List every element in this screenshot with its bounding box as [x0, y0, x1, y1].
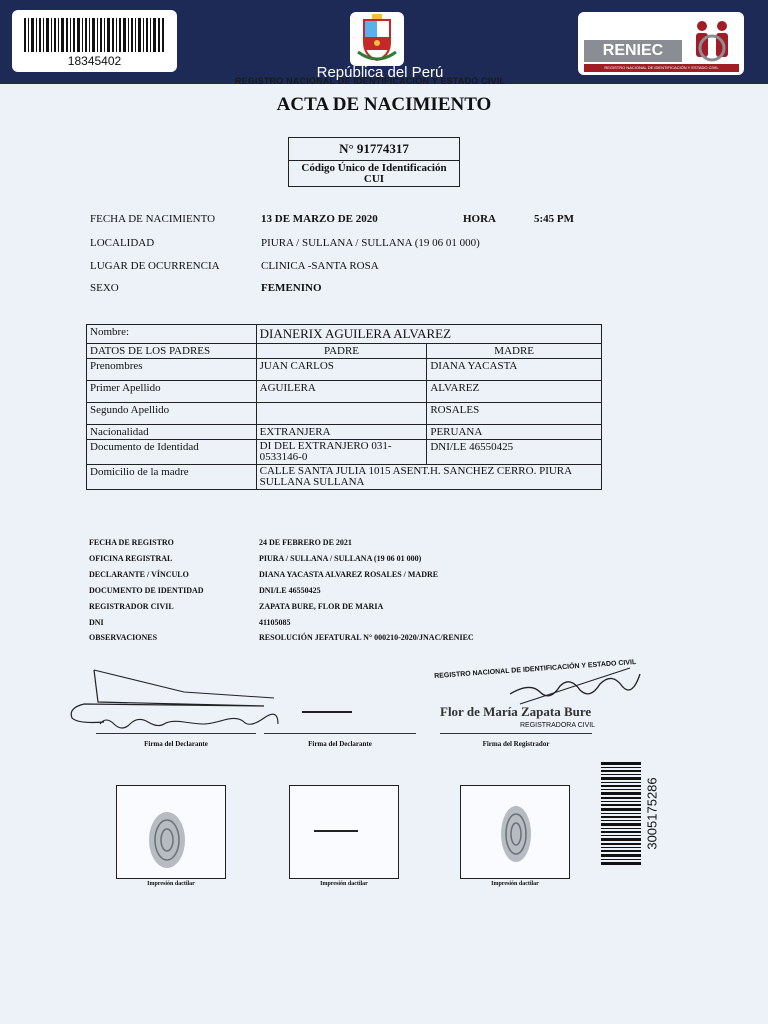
fingerprint-caption-2: Impresión dactilar	[320, 881, 368, 887]
registration-date-label: FECHA DE REGISTRO	[89, 538, 174, 547]
second-declarant-signature-line	[264, 733, 416, 734]
fingerprint-box-2	[289, 785, 399, 879]
name-label: Nombre:	[87, 325, 257, 344]
people-icon	[690, 18, 736, 64]
registration-date-value: 24 DE FEBRERO DE 2021	[259, 538, 352, 547]
table-row	[87, 425, 602, 440]
declarant-value: DIANA YACASTA ALVAREZ ROSALES / MADRE	[259, 570, 439, 579]
address-value: CALLE SANTA JULIA 1015 ASENT.H. SANCHEZ CERRO. PIURA SULLANA SULLANA	[256, 465, 601, 490]
name-value: DIANERIX AGUILERA ALVAREZ	[256, 325, 601, 344]
fingerprint-icon	[147, 808, 187, 870]
cui-label	[289, 163, 459, 185]
sex-label: SEXO	[90, 282, 119, 294]
father-value: DI DEL EXTRANJERO 031-0533146-0	[256, 440, 427, 465]
mother-value: ALVAREZ	[427, 381, 602, 403]
father-column-header: PADRE	[256, 344, 427, 359]
empty-fingerprint-mark	[314, 830, 358, 832]
barcode-label	[12, 10, 177, 72]
reniec-subtitle: REGISTRO NACIONAL DE IDENTIFICACIÓN Y ESTADO CIVIL	[584, 64, 739, 72]
table-row	[87, 359, 602, 381]
birth-date-label: FECHA DE NACIMIENTO	[90, 213, 216, 225]
dni-label: DNI	[89, 618, 104, 627]
country-title: República del Perú	[316, 64, 444, 81]
sex-value: FEMENINO	[261, 282, 322, 294]
declarant-label: DECLARANTE / VÍNCULO	[89, 570, 189, 579]
locality-value: PIURA / SULLANA / SULLANA (19 06 01 000)	[261, 237, 480, 249]
row-label: Primer Apellido	[87, 381, 257, 403]
vertical-barcode-number: 3005175286	[644, 777, 660, 850]
second-declarant-signature-caption: Firma del Declarante	[308, 740, 372, 748]
birth-date-value: 13 DE MARZO DE 2020	[261, 213, 378, 225]
address-label: Domicilio de la madre	[87, 465, 257, 490]
place-value: CLINICA -SANTA ROSA	[261, 260, 379, 272]
civil-registrar-value: ZAPATA BURE, FLOR DE MARIA	[259, 602, 384, 611]
id-document-label: DOCUMENTO DE IDENTIDAD	[89, 586, 204, 595]
table-row	[87, 344, 602, 359]
reniec-logo-text: RENIEC	[584, 40, 682, 62]
mother-value: PERUANA	[427, 425, 602, 440]
parents-table	[86, 324, 602, 490]
registrar-signature-caption: Firma del Registrador	[482, 740, 550, 748]
table-row	[87, 403, 602, 425]
barcode-number: 18345402	[67, 54, 122, 68]
registrar-stamp-top: REGISTRO NACIONAL DE IDENTIFICACIÓN Y ESTADO CIVIL	[434, 658, 637, 681]
parents-header-label: DATOS DE LOS PADRES	[87, 344, 257, 359]
observations-value: RESOLUCIÓN JEFATURAL N° 000210-2020/JNAC/RENIEC	[259, 633, 474, 642]
civil-registrar-label: REGISTRADOR CIVIL	[89, 602, 174, 611]
registrar-stamp-name: Flor de María Zapata Bure	[440, 704, 592, 719]
row-label: Nacionalidad	[87, 425, 257, 440]
fingerprint-box-3	[460, 785, 570, 879]
reniec-logo	[578, 12, 744, 75]
declarant-signature-icon	[64, 662, 284, 737]
place-label: LUGAR DE OCURRENCIA	[90, 260, 220, 272]
declarant-signature-line	[96, 733, 256, 734]
vertical-barcode-icon	[601, 762, 641, 866]
row-label: Documento de Identidad	[87, 440, 257, 465]
id-document-value: DNI/LE 46550425	[259, 586, 321, 595]
cui-label-long: Código Único de Identificación	[301, 162, 447, 174]
cui-label-short: CUI	[363, 173, 385, 185]
table-row	[87, 440, 602, 465]
registry-office-label: OFICINA REGISTRAL	[89, 554, 173, 563]
barcode-icon	[24, 18, 165, 52]
birth-time-label: HORA	[463, 213, 496, 225]
registry-title: REGISTRO NACIONAL DE IDENTIFICACIÓN Y ESTADO CIVIL	[234, 76, 506, 86]
registrar-signature-line	[440, 733, 592, 734]
dni-value: 41105085	[259, 618, 291, 627]
father-value: EXTRANJERA	[256, 425, 427, 440]
fingerprint-box-1	[116, 785, 226, 879]
father-value: AGUILERA	[256, 381, 427, 403]
fingerprint-caption-1: Impresión dactilar	[147, 881, 195, 887]
father-value: JUAN CARLOS	[256, 359, 427, 381]
table-row	[87, 381, 602, 403]
acta-number-box	[288, 137, 460, 187]
mother-value: DIANA YACASTA	[427, 359, 602, 381]
mother-value: ROSALES	[427, 403, 602, 425]
mother-column-header: MADRE	[427, 344, 602, 359]
declarant-signature-caption: Firma del Declarante	[144, 740, 208, 748]
document-title: ACTA DE NACIMIENTO	[276, 94, 492, 115]
table-row	[87, 325, 602, 344]
second-declarant-mark	[302, 711, 352, 713]
observations-label: OBSERVACIONES	[89, 633, 158, 642]
row-label: Segundo Apellido	[87, 403, 257, 425]
row-label: Prenombres	[87, 359, 257, 381]
acta-number: N° 91774317	[289, 138, 459, 161]
fingerprint-caption-3: Impresión dactilar	[491, 881, 539, 887]
registry-office-value: PIURA / SULLANA / SULLANA (19 06 01 000)	[259, 554, 422, 563]
father-value	[256, 403, 427, 425]
header-band	[0, 0, 768, 84]
fingerprint-icon	[499, 802, 533, 864]
birth-time-value: 5:45 PM	[534, 213, 575, 225]
peru-coat-of-arms-icon	[350, 12, 404, 66]
locality-label: LOCALIDAD	[90, 237, 155, 249]
table-row	[87, 465, 602, 490]
mother-value: DNI/LE 46550425	[427, 440, 602, 465]
registrar-stamp-role: REGISTRADORA CIVIL	[520, 722, 596, 729]
